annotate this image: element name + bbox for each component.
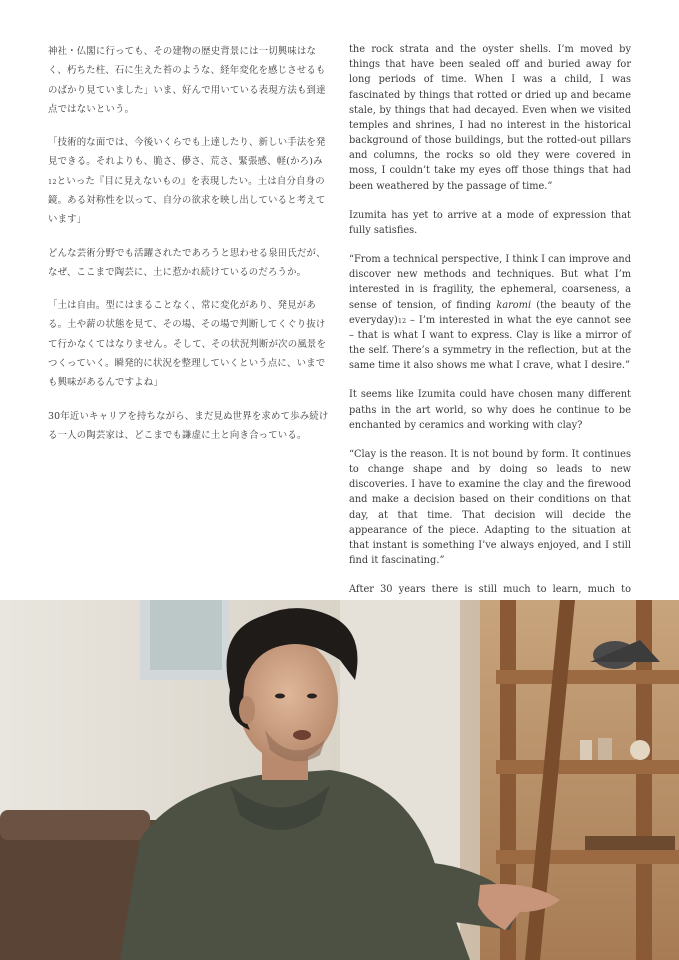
en-footnote-ref: 12 [397,316,407,325]
ja-footnote-ref: 12 [48,177,57,186]
en-paragraph-5: “Clay is the reason. It is not bound by form. It continues to change shape and by doing so leads to new discoveries. I have to examine the clay and the firewood and make a decision based on their conditions on that day, at that time. That decision will decide the appearance of the piece. Adapting to the situation at that instant is something I’ve always enjoyed, and I still find it fascinating.” [349,448,631,567]
ja-paragraph-5: 30年近いキャリアを持ちながら、まだ見ぬ世界を求めて歩み続ける一人の陶芸家は、どこまでも謙虚に土と向き合っている。 [48,410,329,441]
portrait-photo [0,600,679,960]
en-paragraph-3-text-b: (the beauty of the everyday) [349,299,631,326]
en-paragraph-3 [349,252,631,373]
portrait-illustration [0,600,679,960]
ja-paragraph-1: 神社・仏閣に行っても、その建物の歴史背景には一切興味はなく、朽ちた柱、石に生えた苔のような、経年変化を感じさせるものばかり見ていました」いま、好んで用いている表現方法も到達点ではないという。 [48,46,326,115]
ja-paragraph-2 [48,133,331,229]
en-paragraph-1: the rock strata and the oyster shells. I’m moved by things that have been sealed off and buried away for long periods of time. When I was a child, I was fascinated by things that rotted or dried up and became stale, by things that had decayed. Even when we visited temples and shrines, I had no interest in the historical background of those buildings, but the rotted-out pillars and columns, the rocks so old they were covered in moss, I couldn’t take my eyes off those things that had been weathered by the passage of time.” [349,44,631,192]
en-paragraph-2: Izumita has yet to arrive at a mode of expression that fully satisfies. [349,209,631,236]
english-column [349,42,631,642]
karomi-term: karomi [496,299,532,311]
en-paragraph-3-text-c: – I’m interested in what the eye cannot see – that is what I want to express. Clay is like a mirror of the self. There’s a symmetry in the reflection, but at the same time it also shows me what I crave, what I desire.” [349,314,631,372]
japanese-column [48,42,331,459]
en-paragraph-6: After 30 years there is still much to learn, much to [349,584,631,596]
en-paragraph-4: It seems like Izumita could have chosen many different paths in the art world, so why does he continue to be enchanted by ceramics and working with clay? [349,389,631,431]
en-paragraph-3-text-a: “From a technical perspective, I think I can improve and discover new methods and techniques. But what I’m interested in is fragility, the ephemeral, coarseness, a sense of tension, of finding [349,254,631,311]
ja-paragraph-4: 「土は自由。型にはまることなく、常に変化があり、発見がある。土や薪の状態を見て、その場、その場で判断してくぐり抜けて行かなくてはなりません。そして、その状況判断が次の風景をつくっていく。瞬発的に状況を整理していくという点に、いまでも興味があるんですよね」 [48,300,327,389]
ja-paragraph-2-text-b: といった『目に見えないもの』を表現したい。土は自分自身の鏡。ある対称性を以って、自分の欲求を映し出していると考えています」 [48,175,326,226]
ja-paragraph-3: どんな芸術分野でも活躍されたであろうと思わせる泉田氏だが、なぜ、ここまで陶芸に、土に惹かれ続けているのだろうか。 [48,247,326,278]
ja-paragraph-2-text-a: 「技術的な面では、今後いくらでも上達したり、新しい手法を発見できる。それよりも、脆さ、儚さ、荒さ、緊張感、軽(かろ)み [48,137,326,168]
